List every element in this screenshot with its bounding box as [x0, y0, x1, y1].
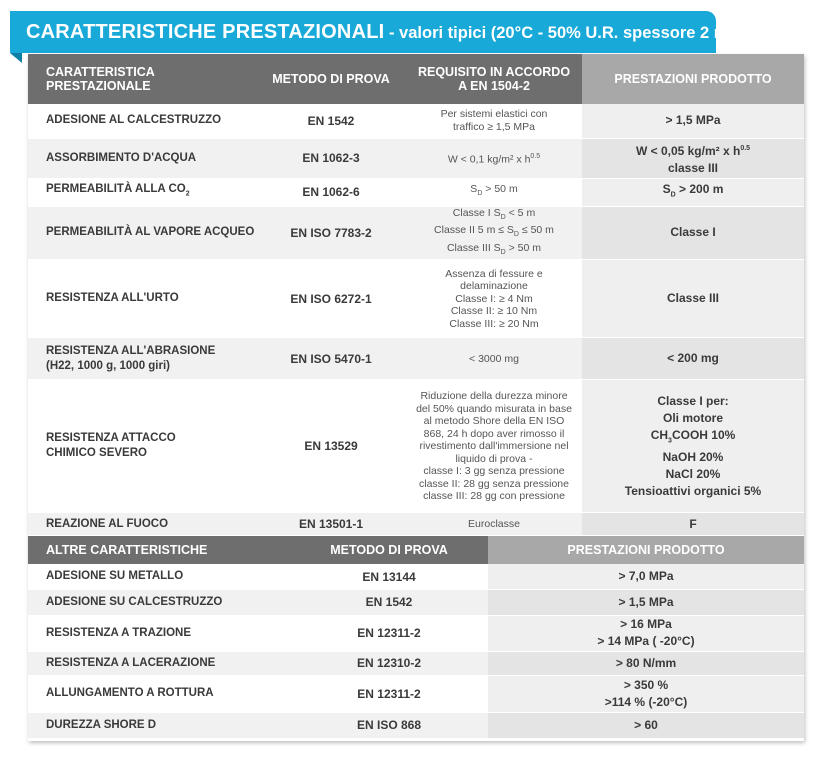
row-name: DUREZZA SHORE D: [28, 712, 290, 738]
page-title: [26, 11, 749, 53]
row-name: PERMEABILITÀ AL VAPORE ACQUEO: [28, 206, 256, 260]
row-performance: > 1,5 MPa: [488, 589, 804, 615]
table-row: [28, 651, 804, 675]
row-performance: > 16 MPa > 14 MPa ( -20°C): [488, 615, 804, 651]
perf-text: S: [662, 181, 671, 196]
row-performance: < 200 mg: [582, 338, 804, 380]
row-performance: > 7,0 MPa: [488, 564, 804, 589]
req-line1: Classe I S: [452, 206, 501, 219]
req-sub: D: [513, 231, 519, 239]
row-method: EN ISO 5470-1: [256, 338, 406, 380]
name-line2: CHIMICO SEVERO: [46, 447, 147, 460]
row-method: EN 13501-1: [256, 513, 406, 536]
req-text-2: > 50 m: [482, 183, 518, 196]
req-line1-end: < 5 m: [505, 206, 536, 219]
table-row: [28, 178, 804, 206]
perf-line6: Tensioattivi organici 5%: [624, 483, 762, 498]
row-method: EN 1542: [256, 104, 406, 138]
row-name: [28, 338, 256, 380]
name-sub: 2: [185, 190, 190, 198]
performance-card: [28, 54, 804, 741]
table-row: [28, 138, 804, 178]
header-requirement-line1: REQUISITO IN ACCORDO: [417, 65, 571, 79]
row-name: RESISTENZA ALL'URTO: [28, 260, 256, 338]
row-method: EN ISO 6272-1: [256, 260, 406, 338]
perf-line3-end: COOH 10%: [671, 427, 736, 442]
row-name: ADESIONE AL CALCESTRUZZO: [28, 104, 256, 138]
row-name: [28, 380, 256, 513]
header-characteristic-line2: PRESTAZIONALE: [46, 79, 151, 93]
row-name: ASSORBIMENTO D'ACQUA: [28, 138, 256, 178]
row-performance: > 80 N/mm: [488, 651, 804, 675]
row-name: REAZIONE AL FUOCO: [28, 513, 256, 536]
perf-line5: NaCl 20%: [665, 466, 721, 481]
req-line2-end: ≤ 50 m: [518, 224, 554, 237]
performance-table: [28, 54, 804, 536]
banner-fold: [10, 53, 22, 63]
perf-text-2: > 200 m: [675, 181, 724, 196]
req-sub: D: [477, 190, 483, 198]
row-method: EN ISO 868: [290, 712, 488, 738]
header-characteristic-line1: CARATTERISTICA: [46, 65, 155, 79]
row-requirement: Assenza di fessure e delaminazione Classe I: ≥ 4 Nm Classe II: ≥ 10 Nm Classe III: ≥ 20 Nm: [406, 260, 582, 338]
table-header-row: [28, 54, 804, 104]
table-row: [28, 513, 804, 536]
req-text: W < 0,1 kg/m² x h: [447, 153, 531, 165]
header-method: METODO DI PROVA: [290, 536, 488, 564]
perf-line3-sub: 3: [668, 436, 672, 444]
perf-text: W < 0,05 kg/m² x h: [635, 143, 741, 158]
row-performance: Classe I: [582, 206, 804, 260]
req-line3: Classe III S: [446, 241, 501, 254]
row-method: EN 13144: [290, 564, 488, 589]
row-name: [28, 178, 256, 206]
row-method: EN 1062-3: [256, 138, 406, 178]
row-method: EN 1542: [290, 589, 488, 615]
perf-sub: D: [670, 191, 676, 199]
row-requirement: [406, 206, 582, 260]
table-row: [28, 615, 804, 651]
name-line1: RESISTENZA ATTACCO: [46, 432, 176, 445]
req-sup: 0.5: [530, 152, 541, 160]
table-row: [28, 206, 804, 260]
req-sub: D: [500, 248, 506, 256]
table-row: [28, 104, 804, 138]
row-method: EN 12311-2: [290, 675, 488, 712]
row-performance: F: [582, 513, 804, 536]
perf-line1: Classe I per:: [657, 393, 729, 408]
row-performance: [582, 138, 804, 178]
row-performance: > 1,5 MPa: [582, 104, 804, 138]
row-method: EN 12310-2: [290, 651, 488, 675]
table-row: [28, 260, 804, 338]
req-text: S: [470, 183, 478, 196]
row-requirement: < 3000 mg: [406, 338, 582, 380]
row-name: ALLUNGAMENTO A ROTTURA: [28, 675, 290, 712]
req-line3-end: > 50 m: [505, 241, 542, 254]
row-requirement: [406, 178, 582, 206]
table-row: [28, 564, 804, 589]
row-performance: [582, 380, 804, 513]
row-requirement: [406, 138, 582, 178]
table-row: [28, 338, 804, 380]
title-sub: - valori tipici (20°C - 50% U.R. spessore 2 mm): [384, 24, 749, 42]
row-performance: Classe III: [582, 260, 804, 338]
perf-line3: CH: [650, 427, 669, 442]
header-requirement-line2: A EN 1504-2: [458, 79, 530, 93]
req-sub: D: [500, 213, 506, 221]
other-characteristics-table: [28, 536, 804, 739]
perf-line2: Oli motore: [662, 410, 723, 425]
name-line1: RESISTENZA ALL'ABRASIONE: [46, 344, 216, 357]
header-requirement: [406, 54, 582, 104]
table-row: [28, 675, 804, 712]
title-main: CARATTERISTICHE PRESTAZIONALI: [26, 21, 385, 43]
perf-line4: NaOH 20%: [662, 449, 724, 464]
row-requirement: Riduzione della durezza minore del 50% quando misurata in base al metodo Shore della EN ISO 868, 24 h dopo aver rimosso il rivestimento dall'immersione nel liquido di prova - classe I: 3 gg senza pressione classe II: 28 gg senza pressione classe III: 28 gg con pressione: [406, 380, 582, 513]
row-method: EN 12311-2: [290, 615, 488, 651]
row-requirement: Per sistemi elastici con traffico ≥ 1,5 MPa: [406, 104, 582, 138]
row-method: EN 1062-6: [256, 178, 406, 206]
row-requirement: Euroclasse: [406, 513, 582, 536]
row-method: EN ISO 7783-2: [256, 206, 406, 260]
row-name: ADESIONE SU CALCESTRUZZO: [28, 589, 290, 615]
row-name: RESISTENZA A LACERAZIONE: [28, 651, 290, 675]
header-performance: PRESTAZIONI PRODOTTO: [488, 536, 804, 564]
row-name: RESISTENZA A TRAZIONE: [28, 615, 290, 651]
row-performance: > 350 % >114 % (-20°C): [488, 675, 804, 712]
perf-text-2: classe III: [667, 160, 719, 175]
perf-sup: 0.5: [740, 144, 751, 152]
row-name: ADESIONE SU METALLO: [28, 564, 290, 589]
req-line2: Classe II 5 m ≤ S: [434, 224, 514, 237]
header-characteristic: [28, 54, 256, 104]
header-method: METODO DI PROVA: [256, 54, 406, 104]
header-performance: PRESTAZIONI PRODOTTO: [582, 54, 804, 104]
row-performance: > 60: [488, 712, 804, 738]
table-row: [28, 380, 804, 513]
row-performance: [582, 178, 804, 206]
name-line2: (H22, 1000 g, 1000 giri): [46, 359, 171, 372]
table2-header-row: [28, 536, 804, 564]
name-text: PERMEABILITÀ ALLA CO: [46, 183, 186, 196]
table-row: [28, 712, 804, 738]
row-method: EN 13529: [256, 380, 406, 513]
header-other-characteristics: ALTRE CARATTERISTICHE: [28, 536, 290, 564]
table-row: [28, 589, 804, 615]
